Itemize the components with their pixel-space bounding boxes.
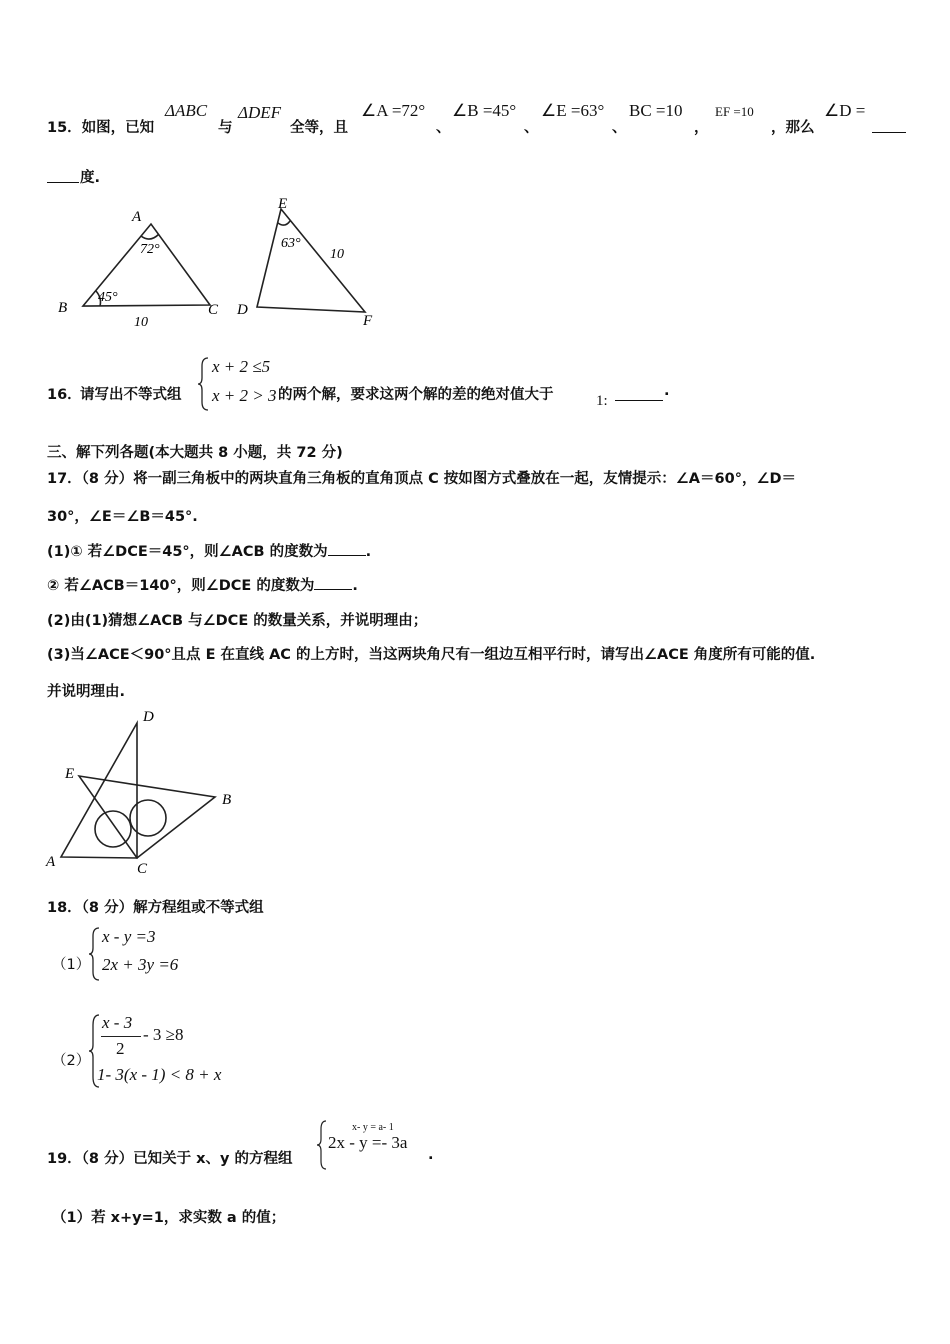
q19-brace-icon bbox=[316, 1119, 328, 1171]
q18-fraction-numerator: x - 3 bbox=[102, 1013, 133, 1032]
label-d: D bbox=[143, 709, 154, 725]
q19-eq-big: 2x - y =- 3a bbox=[328, 1133, 408, 1152]
q15-answer-blank-1[interactable] bbox=[872, 131, 906, 133]
label-f: F bbox=[363, 313, 373, 329]
q17-part1b-text: ② 若∠ACB＝140°，则∠DCE 的度数为 bbox=[47, 578, 315, 594]
q17-part1a-text: (1)① 若∠DCE＝45°，则∠ACB 的度数为 bbox=[47, 544, 328, 560]
q18-part2-label: （2） bbox=[52, 1053, 91, 1069]
q17-part3: (3)当∠ACE＜90°且点 E 在直线 AC 的上方时，当这两块角尺有一组边互相平行时，请写出∠ACE 角度所有可能的值. bbox=[47, 647, 816, 663]
q17-part1b bbox=[47, 574, 358, 595]
q17-part1a bbox=[47, 540, 371, 561]
q18-fraction-bar bbox=[101, 1036, 141, 1037]
q17-figure bbox=[40, 705, 250, 880]
angle-arc-1 bbox=[95, 811, 131, 847]
q18-eq1: x - y =3 bbox=[102, 927, 156, 946]
q15-line1 bbox=[47, 116, 154, 137]
q15-answer-blank-2[interactable] bbox=[47, 181, 79, 183]
q16-answer-blank[interactable] bbox=[615, 399, 663, 401]
label-e: E bbox=[65, 766, 75, 782]
q16-value: 1: bbox=[596, 393, 608, 409]
q16-ineq2: x + 2 > 3 bbox=[212, 386, 277, 405]
q16-brace-icon bbox=[197, 356, 211, 412]
label-angle-a: 72° bbox=[140, 242, 160, 257]
q15-lead: 如图，已知 bbox=[81, 120, 155, 136]
q18-title: 18．（8 分）解方程组或不等式组 bbox=[47, 900, 264, 916]
q15-unit: 度. bbox=[80, 170, 101, 186]
label-b: B bbox=[58, 300, 68, 316]
q16-ineq1: x + 2 ≤5 bbox=[212, 357, 271, 376]
q19-part1: （1）若 x+y=1，求实数 a 的值； bbox=[52, 1210, 286, 1226]
q15-comma: ， bbox=[694, 120, 709, 136]
label-angle-e: 63° bbox=[281, 236, 301, 251]
q16-end: . bbox=[664, 383, 670, 399]
label-a: A bbox=[46, 854, 56, 870]
angle-a-arc bbox=[141, 234, 159, 239]
q15-with: 与 bbox=[218, 120, 233, 136]
q19-end: . bbox=[428, 1147, 434, 1163]
q15-cond-angle-b: ∠B =45° bbox=[452, 101, 517, 120]
q15-congruent: 全等，且 bbox=[290, 120, 348, 136]
q18-fraction-rest: - 3 ≥8 bbox=[143, 1025, 184, 1044]
q19-eq-small: x- y = a- 1 bbox=[352, 1122, 394, 1133]
q18-fraction-denominator: 2 bbox=[116, 1039, 125, 1058]
q15-cond-bc: BC =10 bbox=[629, 101, 683, 120]
q15-ask-angle-d: ∠D = bbox=[824, 101, 866, 120]
angle-e-arc bbox=[278, 221, 290, 225]
q18-ineq2: 1- 3(x - 1) < 8 + x bbox=[97, 1065, 222, 1084]
triangle-def-shape bbox=[257, 209, 365, 312]
q15-cond-ef: EF =10 bbox=[715, 104, 754, 119]
q17-line2: 30°，∠E＝∠B＝45°. bbox=[47, 509, 198, 525]
q16-number: 16． bbox=[47, 387, 82, 403]
label-c: C bbox=[137, 861, 148, 877]
q15-then: ，那么 bbox=[771, 120, 815, 136]
q17-part1a-blank[interactable] bbox=[328, 554, 366, 556]
q15-cond-angle-a: ∠A =72° bbox=[361, 101, 426, 120]
q17-part2: (2)由(1)猜想∠ACB 与∠DCE 的数量关系，并说明理由； bbox=[47, 613, 428, 629]
label-e: E bbox=[278, 196, 288, 212]
q15-cond-angle-e: ∠E =63° bbox=[541, 101, 605, 120]
q16-rest: 的两个解，要求这两个解的差的绝对值大于 bbox=[278, 387, 554, 403]
q15-sep2: 、 bbox=[524, 120, 539, 136]
q17-part3b: 并说明理由. bbox=[47, 684, 126, 700]
q15-figure bbox=[40, 195, 400, 335]
label-side-ef: 10 bbox=[330, 247, 344, 262]
label-c: C bbox=[208, 302, 219, 318]
q15-sep1: 、 bbox=[436, 120, 451, 136]
label-a: A bbox=[132, 209, 142, 225]
q15-triangle-abc: ΔABC bbox=[165, 101, 208, 120]
q15-sep3: 、 bbox=[612, 120, 627, 136]
triangle-acd-shape bbox=[61, 723, 137, 858]
label-b: B bbox=[222, 792, 232, 808]
label-side-bc: 10 bbox=[134, 315, 148, 330]
q17-part1a-end: . bbox=[365, 544, 372, 560]
q17-line1: 17．（8 分）将一副三角板中的两块直角三角板的直角顶点 C 按如图方式叠放在一起，友情提示：∠A＝60°，∠D＝ bbox=[47, 471, 796, 487]
label-angle-b: 45° bbox=[98, 290, 118, 305]
q15-number: 15． bbox=[47, 120, 82, 136]
angle-arc-2 bbox=[130, 800, 166, 836]
q17-part1b-blank[interactable] bbox=[314, 588, 352, 590]
q18-eq2: 2x + 3y =6 bbox=[102, 955, 179, 974]
q18-part1-brace-icon bbox=[88, 926, 102, 982]
q17-part1b-end: . bbox=[352, 578, 358, 594]
q19-lead: 19．（8 分）已知关于 x、y 的方程组 bbox=[47, 1151, 293, 1167]
label-d: D bbox=[237, 302, 248, 318]
q18-part1-label: （1） bbox=[52, 957, 91, 973]
q16-lead: 请写出不等式组 bbox=[80, 387, 182, 403]
section3-heading: 三、解下列各题(本大题共 8 小题，共 72 分) bbox=[47, 445, 343, 461]
q15-triangle-def: ΔDEF bbox=[238, 103, 282, 122]
